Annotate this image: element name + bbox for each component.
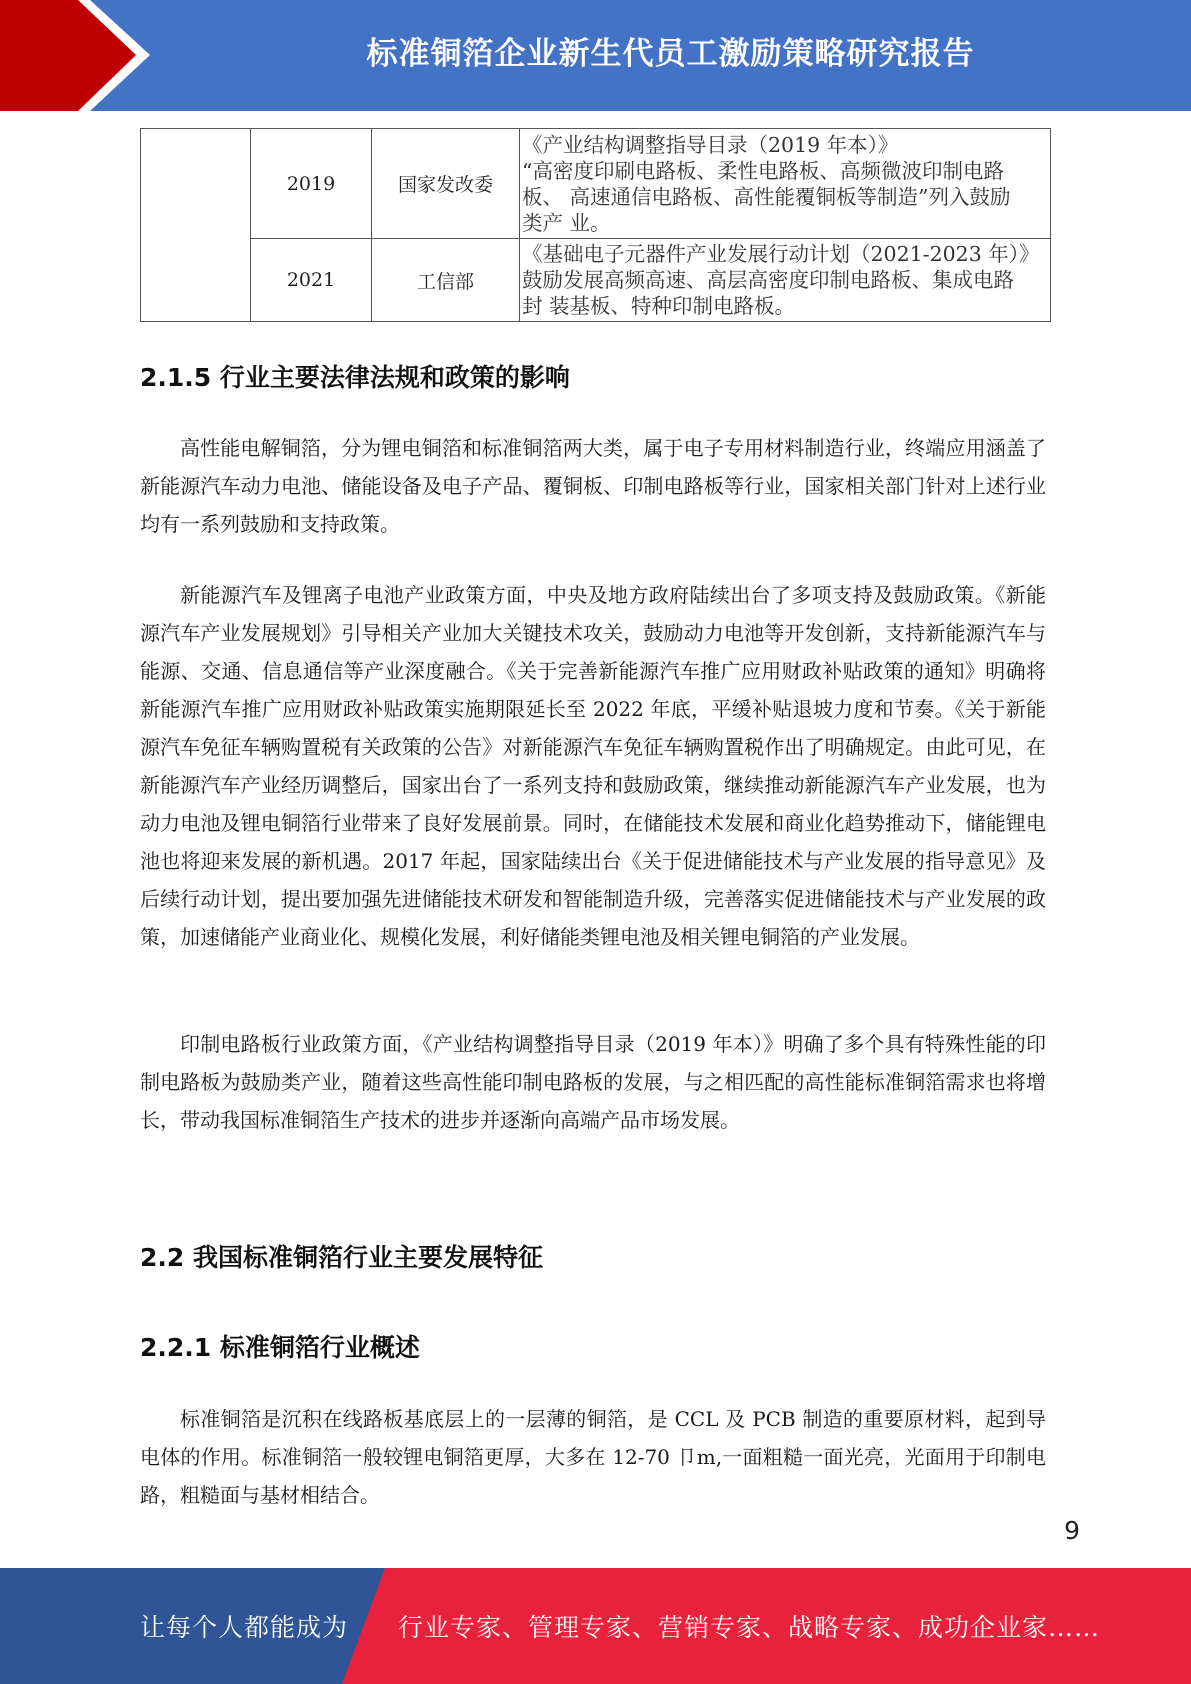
page-footer: [0, 1568, 1191, 1684]
footer-slogan-left: 让每个人都能成为: [140, 1613, 349, 1642]
section-heading-2-1-5: 2.1.5 行业主要法律法规和政策的影响: [140, 363, 570, 392]
table-cell-description: [520, 129, 1051, 239]
description-line: 鼓励发展高频高速、高层高密度印制电路板、集成电路: [522, 268, 1014, 292]
description-line: 《产业结构调整指导目录（2019 年本）》: [522, 132, 899, 157]
table-cell-year: 2019: [251, 129, 372, 239]
page-number: 9: [1064, 1516, 1080, 1545]
section-heading-2-2: 2.2 我国标准铜箔行业主要发展特征: [140, 1243, 543, 1272]
description-line: 封 装基板、特种印制电路板。: [522, 294, 796, 318]
table-cell-year: 2021: [251, 239, 372, 322]
table-cell-department: 国家发改委: [372, 129, 520, 239]
policy-table: [140, 128, 1051, 322]
page-header: [0, 0, 1191, 111]
paragraph: 新能源汽车及锂离子电池产业政策方面，中央及地方政府陆续出台了多项支持及鼓励政策。《新能源汽车产业发展规划》引导相关产业加大关键技术攻关，鼓励动力电池等开发创新，支持新能源汽车与能源、交通、信息通信等产业深度融合。《关于完善新能源汽车推广应用财政补贴政策的通知》明确将新能源汽车推广应用财政补贴政策实施期限延长至 2022 年底，平缓补贴退坡力度和节奏。《关于新能源汽车免征车辆购置税有关政策的公告》对新能源汽车免征车辆购置税作出了明确规定。由此可见，在新能源汽车产业经历调整后，国家出台了一系列支持和鼓励政策，继续推动新能源汽车产业发展，也为动力电池及锂电铜箔行业带来了良好发展前景。同时，在储能技术发展和商业化趋势推动下，储能锂电池也将迎来发展的新机遇。2017 年起，国家陆续出台《关于促进储能技术与产业发展的指导意见》及后续行动计划，提出要加强先进储能技术研发和智能制造升级，完善落实促进储能技术与产业发展的政策，加速储能产业商业化、规模化发展，利好储能类锂电池及相关锂电铜箔的产业发展。: [140, 583, 1046, 949]
description-line: 板、 高速通信电路板、高性能覆铜板等制造”列入鼓励: [522, 184, 1011, 209]
table-row: [141, 239, 1051, 322]
paragraph: 标准铜箔是沉积在线路板基底层上的一层薄的铜箔，是 CCL 及 PCB 制造的重要原材料，起到导电体的作用。标准铜箔一般较锂电铜箔更厚，大多在 12-70 卩m,一面粗糙一面光亮，光面用于印制电路，粗糙面与基材相结合。: [140, 1407, 1046, 1507]
header-arrow-decoration: [0, 0, 150, 111]
paragraph: 高性能电解铜箔，分为锂电铜箔和标准铜箔两大类，属于电子专用材料制造行业，终端应用涵盖了新能源汽车动力电池、储能设备及电子产品、覆铜板、印制电路板等行业，国家相关部门针对上述行业均有一系列鼓励和支持政策。: [140, 436, 1046, 536]
footer-slogan-right: 行业专家、管理专家、营销专家、战略专家、成功企业家……: [398, 1613, 1101, 1642]
paragraph: 印制电路板行业政策方面，《产业结构调整指导目录（2019 年本）》明确了多个具有特殊性能的印制电路板为鼓励类产业，随着这些高性能印制电路板的发展，与之相匹配的高性能标准铜箔需求也将增长，带动我国标准铜箔生产技术的进步并逐渐向高端产品市场发展。: [140, 1032, 1046, 1132]
description-line: 类产 业。: [522, 210, 611, 235]
table-cell-category: [141, 129, 251, 322]
description-line: 《基础电子元器件产业发展行动计划（2021-2023 年）》: [522, 242, 1040, 266]
section-heading-2-2-1: 2.2.1 标准铜箔行业概述: [140, 1333, 420, 1362]
table-cell-description: [520, 239, 1051, 322]
description-line: “高密度印刷电路板、柔性电路板、高频微波印制电路: [522, 158, 1004, 183]
table-cell-department: 工信部: [372, 239, 520, 322]
table-row: [141, 129, 1051, 239]
report-title: 标准铜箔企业新生代员工激励策略研究报告: [366, 35, 975, 72]
